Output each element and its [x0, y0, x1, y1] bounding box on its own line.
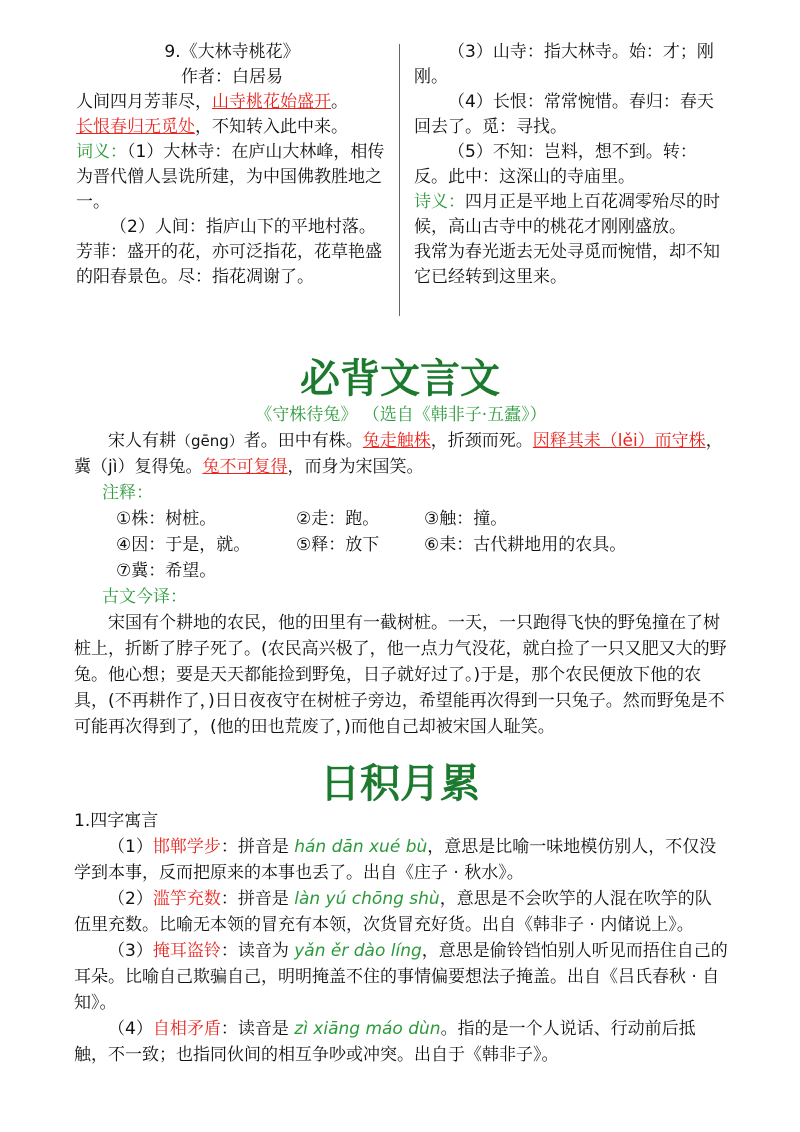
idiom-num: （2） [108, 889, 153, 909]
idiom-word: 滥竽充数 [152, 889, 221, 909]
classic-subtitle: 《守株待兔》 （选自《韩非子·五蠹》） [255, 405, 547, 425]
notes-list [116, 506, 728, 584]
vocab-2: （2）人间：指庐山下的平地村落。芳菲：盛开的花，亦可泛指花，花草艳盛的阳春景色。尽：指花凋谢了。 [76, 217, 382, 287]
note-item: ②走：跑。 [296, 509, 380, 529]
idiom-word: 邯郸学步 [152, 837, 221, 857]
idiom-num: （4） [108, 1019, 153, 1039]
classic-original-text [74, 428, 728, 480]
vocab-3: （3）山寺：指大林寺。始：才；刚刚。 [414, 42, 714, 87]
poem-line-2a: 长恨春归无觅处 [76, 117, 195, 137]
classic-text-block [74, 402, 728, 740]
poem-line-1 [76, 90, 388, 115]
poem-line-2 [76, 115, 388, 140]
column-divider [399, 44, 400, 316]
idioms-block [74, 808, 728, 1068]
text-b: 者。田中有株。 [243, 431, 363, 451]
idiom-item-2 [74, 886, 728, 938]
note-item: ④因：于是，就。 [116, 535, 251, 555]
poem-line-1a: 人间四月芳菲尽， [76, 92, 212, 112]
idiom-pinyin: yǎn ěr dào líng [294, 941, 422, 961]
text-e: 因释其耒（lěi）而守株 [532, 431, 706, 451]
note-item: ⑥耒：古代耕地用的农具。 [424, 535, 627, 555]
idiom-item-3 [74, 938, 728, 1016]
idiom-item-1 [74, 834, 728, 886]
idiom-item-4 [74, 1016, 728, 1068]
section-title-idioms: 日积月累 [320, 761, 480, 807]
text-d: ，折颈而死。 [430, 431, 533, 451]
idiom-desc: ，意思是比喻一味地模仿别人，不仅没学到本事，反而把原来的本事也丢了。出自《庄子 · 秋水》。 [74, 837, 717, 883]
idiom-desc: 。指的是一个人说话、行动前后抵触，不一致；也指同伙间的相互争吵或冲突。出自于《韩非子》。 [74, 1019, 696, 1065]
poem-title: 9.《大林寺桃花》 [164, 42, 300, 62]
idiom-pinyin: làn yú chōng shù [294, 889, 440, 909]
idiom-word: 自相矛盾 [152, 1019, 221, 1039]
text-c: 兔走触株 [362, 431, 431, 451]
idioms-heading: 1.四字寓言 [74, 811, 159, 831]
meaning-label: 诗义： [414, 192, 465, 212]
idiom-lead: ：读音为 [220, 941, 295, 961]
idiom-pinyin: zì xiāng máo dùn [294, 1019, 441, 1039]
vocab-1 [76, 140, 388, 215]
translation-label: 古文今译： [102, 587, 187, 607]
idiom-lead: ：读音是 [220, 1019, 295, 1039]
poem-meaning-2: 我常为春光逝去无处寻觅而惋惜，却不知它已经转到这里来。 [414, 242, 720, 287]
poem-line-1c: 。 [331, 92, 348, 112]
note-item: ⑦冀：希望。 [116, 561, 217, 581]
poem-meaning-1 [414, 190, 726, 240]
idiom-desc: ，意思是偷铃铛怕别人听见而捂住自己的耳朵。比喻自己欺骗自己，明明掩盖不住的事情偏要想法子掩盖。出自《吕氏春秋 · 自知》。 [74, 941, 728, 1013]
idiom-num: （1） [108, 837, 153, 857]
idiom-desc: ，意思是不会吹竽的人混在吹竽的队伍里充数。比喻无本领的冒充有本领，次货冒充好货。出自《韩非子 · 内储说上》。 [74, 889, 712, 935]
notes-label: 注释： [102, 483, 153, 503]
text-f: ，冀（jì）复得兔。 [74, 431, 723, 477]
text-g: 兔不可复得 [202, 457, 288, 477]
idiom-num: （3） [108, 941, 153, 961]
vocab-4: （4）长恨：常常惋惜。春归：春天回去了。觅：寻找。 [414, 92, 714, 137]
poem-left-column [76, 40, 388, 290]
text-h: ，而身为宋国笑。 [287, 457, 424, 477]
vocab-1-text: （1）大林寺：在庐山大林峰，相传为晋代僧人昙诜所建，为中国佛教胜地之一。 [76, 142, 385, 212]
note-item: ⑤释：放下 [296, 535, 380, 555]
idiom-lead: ：拼音是 [220, 889, 295, 909]
meaning-1-text: 四月正是平地上百花凋零殆尽的时候，高山古寺中的桃花才刚刚盛放。 [414, 192, 720, 237]
translation-text: 宋国有个耕地的农民，他的田里有一截树桩。一天，一只跑得飞快的野兔撞在了树桩上，折断了脖子死了。(农民高兴极了，他一点力气没花，就白捡了一只又肥又大的野兔。他心想；要是天天都能捡到野兔，日子就好过了。)于是，那个农民便放下他的农具，(不再耕作了，)日日夜夜守在树桩子旁边，希望能再次得到一只兔子。然而野兔是不可能再次得到了，(他的田也荒废了，)而他自己却被宋国人耻笑。 [74, 613, 727, 737]
vocab-5: （5）不知：岂料，想不到。转：反。此中：这深山的寺庙里。 [414, 142, 697, 187]
section-title-classic: 必背文言文 [300, 356, 500, 402]
poem-line-1b: 山寺桃花始盛开 [212, 92, 331, 112]
note-item: ③触：撞。 [424, 509, 508, 529]
idiom-pinyin: hán dān xué bù [294, 837, 428, 857]
note-item: ①株：树桩。 [116, 509, 217, 529]
text-a: 宋人有耕 [108, 431, 176, 451]
poem-author: 作者：白居易 [181, 67, 283, 87]
idiom-word: 掩耳盗铃 [152, 941, 221, 961]
vocab-label: 词义： [76, 142, 127, 162]
poem-line-2b: ，不知转入此中来。 [195, 117, 348, 137]
poem-right-column [414, 40, 726, 290]
text-geng: （gēng） [176, 432, 244, 450]
idiom-lead: ：拼音是 [220, 837, 295, 857]
